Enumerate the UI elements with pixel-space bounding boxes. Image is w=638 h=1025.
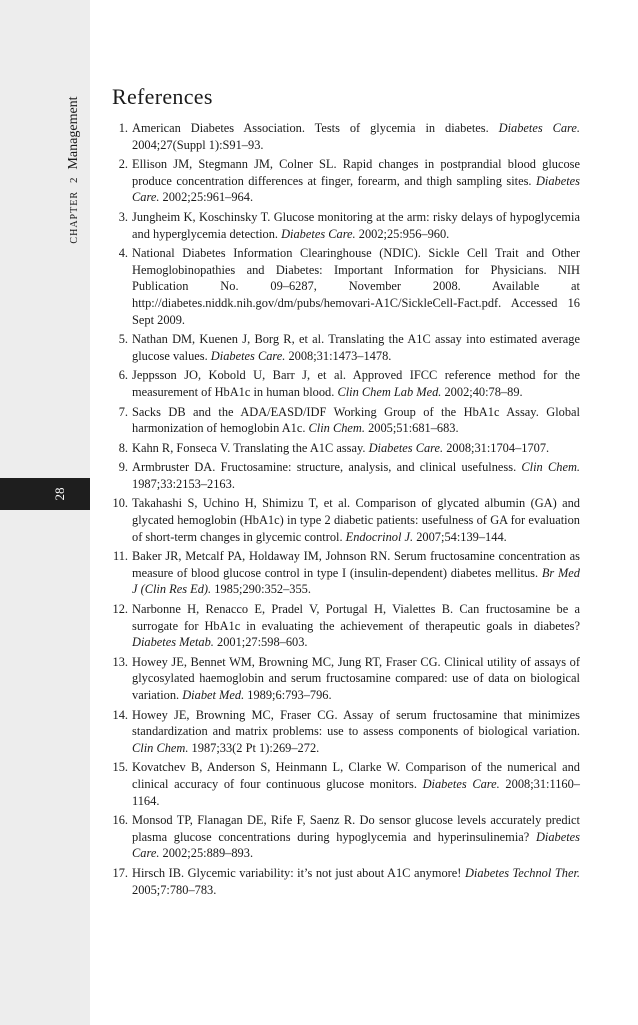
reference-journal: Diabetes Care. [368,440,444,455]
reference-journal: Diabetes Care. [132,829,580,861]
reference-text: Jungheim K, Koschinsky T. Glucose monitoring at the arm: risky delays of hypoglycemia and hyperglycemia detection. [132,209,580,241]
reference-volume-pages: 2002;25:961–964. [159,190,254,205]
reference-volume-pages: 1985;290:352–355. [211,582,311,597]
reference-text: Sacks DB and the ADA/EASD/IDF Working Group of the HbA1c Assay. Global harmonization of hemoglobin A1c. [132,404,580,436]
reference-number: 4. [118,246,128,261]
reference-item [104,404,580,437]
reference-number: 13. [112,654,128,669]
reference-journal: Clin Chem Lab Med. [337,384,442,399]
reference-journal: Clin Chem. [132,740,189,755]
reference-item [104,548,580,598]
reference-item [104,331,580,364]
reference-number: 3. [118,209,128,224]
reference-item [104,156,580,206]
reference-item [104,812,580,862]
reference-volume-pages: 1987;33:2153–2163. [132,476,235,491]
reference-volume-pages: 2008;31:1160–1164. [132,776,581,808]
running-head-chapter-title: Management [66,96,81,170]
reference-journal: Diabetes Care. [498,121,581,135]
page-number-tab [0,478,90,510]
reference-volume-pages: 2007;54:139–144. [413,529,507,544]
reference-journal: Diabetes Metab. [132,635,214,650]
reference-text: Jeppsson JO, Kobold U, Barr J, et al. Approved IFCC reference method for the measurement of HbA1c in human blood. [132,368,580,399]
reference-journal: Diabetes Care. [422,776,500,791]
reference-text: Howey JE, Browning MC, Fraser CG. Assay of serum fructosamine that minimizes standardization and matrix problems: use to assess components of biological variation. [132,707,580,739]
reference-journal: Diabetes Technol Ther. [464,865,580,880]
reference-text: Takahashi S, Uchino H, Shimizu T, et al. Comparison of glycated albumin (GA) and glycated hemoglobin (HbA1c) in type 2 diabetic patients: usefulness of GA for evaluation of short-term changes in glycemic control. [132,496,580,544]
reference-journal: Clin Chem. [308,421,365,436]
reference-text: Howey JE, Bennet WM, Browning MC, Jung RT, Fraser CG. Clinical utility of assays of glycosylated haemoglobin and serum fructosamine compared: use of data on biological variation. [132,654,580,702]
reference-item [104,495,580,545]
reference-item [104,440,580,457]
reference-volume-pages: 2005;7:780–783. [132,882,217,897]
reference-number: 16. [112,813,128,828]
reference-text: Kahn R, Fonseca V. Translating the A1C assay. [132,440,369,455]
reference-volume-pages: 2002;25:956–960. [355,226,450,241]
reference-item [104,759,580,809]
running-head-chapter-word: CHAPTER [69,191,80,244]
reference-item [104,654,580,704]
reference-journal: Endocrinol J. [345,529,414,544]
reference-text: Monsod TP, Flanagan DE, Rife F, Saenz R. Do sensor glucose levels accurately predict plasma glucose concentrations during hypoglycemia and hyperinsulinemia? [132,813,580,844]
reference-number: 11. [112,549,128,564]
reference-text: Narbonne H, Renacco E, Pradel V, Portugal H, Vialettes B. Can fructosamine be a surrogate for HbA1c in evaluating the achievement of therapeutic goals in diabetes? [132,602,580,633]
reference-number: 12. [112,602,128,617]
reference-text: Baker JR, Metcalf PA, Holdaway IM, Johnson RN. Serum fructosamine concentration as measure of blood glucose control in type I (insulin-dependent) diabetes mellitus. [132,549,580,580]
page-gutter [0,0,90,1025]
reference-number: 5. [118,332,128,347]
running-head [64,96,82,243]
reference-text: Hirsch IB. Glycemic variability: it’s not just about A1C anymore! [132,865,465,880]
reference-item [104,601,580,651]
reference-volume-pages: 2008;31:1704–1707. [443,440,550,455]
reference-item [104,120,580,153]
running-head-chapter-number: 2 [68,177,80,184]
reference-volume-pages: 2005;51:681–683. [364,421,459,436]
reference-number: 14. [112,707,128,722]
reference-text: Nathan DM, Kuenen J, Borg R, et al. Translating the A1C assay into estimated average glucose values. [132,332,580,363]
reference-number: 10. [112,496,128,511]
reference-journal: Diabetes Care. [210,348,286,363]
reference-volume-pages: 1987;33(2 Pt 1):269–272. [188,740,320,755]
reference-volume-pages: 2002;40:78–89. [441,384,523,399]
reference-number: 1. [118,121,128,135]
reference-list [104,120,580,901]
reference-number: 8. [118,440,128,455]
reference-volume-pages: 2001;27:598–603. [213,635,308,650]
reference-volume-pages: 1989;6:793–796. [244,688,332,702]
reference-text: Kovatchev B, Anderson S, Heinmann L, Clarke W. Comparison of the numerical and clinical accuracy of four continuous glucose monitors. [132,760,580,791]
reference-text: Ellison JM, Stegmann JM, Colner SL. Rapid changes in postprandial blood glucose produce concentration differences at finger, forearm, and thigh sampling sites. [132,157,580,188]
page-number: 28 [52,487,67,501]
reference-item [104,209,580,242]
reference-journal: Diabetes Care. [281,226,356,241]
reference-volume-pages: 2008;31:1473–1478. [285,348,392,363]
reference-journal: Diabet Med. [182,688,245,702]
reference-item [104,707,580,757]
reference-journal: Br Med J (Clin Res Ed). [132,565,580,597]
reference-number: 7. [118,404,128,419]
reference-item [104,865,580,898]
reference-number: 9. [118,460,128,475]
reference-text: Armbruster DA. Fructosamine: structure, analysis, and clinical usefulness. [132,460,522,475]
reference-journal: Diabetes Care. [132,173,580,205]
reference-volume-pages: 2004;27(Suppl 1):S91–93. [132,137,264,152]
reference-item [104,367,580,400]
reference-number: 6. [118,368,128,383]
reference-number: 2. [118,157,128,172]
reference-journal: Clin Chem. [521,460,580,475]
reference-number: 15. [112,760,128,775]
reference-text: National Diabetes Information Clearinghouse (NDIC). Sickle Cell Trait and Other Hemoglobinopathies and Diabetes: Important Information for Physicians. NIH Publication No. 09–6287, November 2008. Available at http://diabetes.niddk.nih.gov/dm/pubs/hemovari-A1C/SickleCell-Fact.pdf. Accessed 16 Sept 2009. [132,246,580,327]
reference-number: 17. [112,865,128,880]
reference-item [104,459,580,492]
reference-volume-pages: 2002;25:889–893. [159,846,254,861]
references-heading: References [112,84,213,109]
reference-item [104,245,580,328]
reference-text: American Diabetes Association. Tests of glycemia in diabetes. [132,121,499,135]
